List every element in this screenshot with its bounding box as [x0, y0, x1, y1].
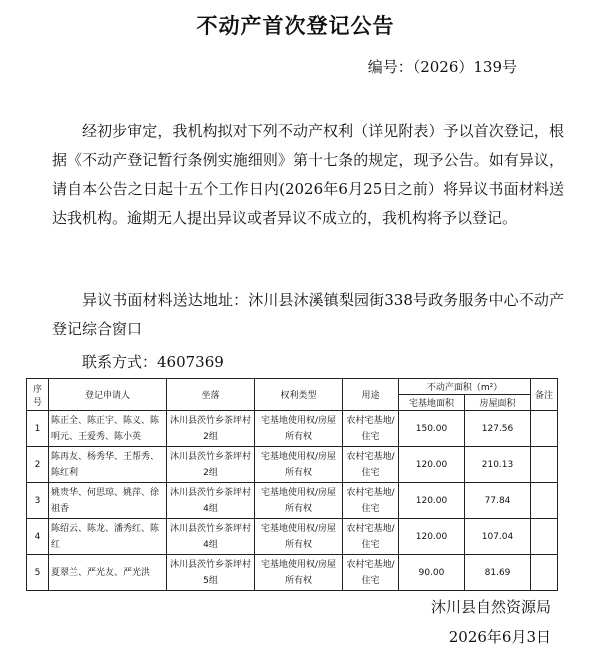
- cell-seq: 2: [27, 447, 49, 483]
- header-applicant: 登记申请人: [49, 379, 167, 411]
- cell-remark: [531, 447, 558, 483]
- cell-right-type: 宅基地使用权/房屋所有权: [255, 447, 343, 483]
- header-location: 坐落: [167, 379, 255, 411]
- page-title: 不动产首次登记公告: [196, 14, 395, 38]
- cell-remark: [531, 411, 558, 447]
- table-header-row: [27, 379, 558, 395]
- table-row: [27, 483, 558, 519]
- cell-seq: 3: [27, 483, 49, 519]
- notice-paragraph: 经初步审定，我机构拟对下列不动产权利（详见附表）予以首次登记，根据《不动产登记暂行条例实施细则》第十七条的规定，现予公告。如有异议，请自本公告之日起十五个工作日内(2026年6月25日之前）将异议书面材料送达我机构。逾期无人提出异议或者异议不成立的，我机构将予以登记。: [52, 122, 564, 227]
- cell-use: 农村宅基地/住宅: [343, 555, 399, 591]
- cell-location: 沐川县茨竹乡茶坪村5组: [167, 555, 255, 591]
- cell-land-area: 120.00: [399, 483, 465, 519]
- cell-location: 沐川县茨竹乡茶坪村2组: [167, 411, 255, 447]
- cell-house-area: 81.69: [465, 555, 531, 591]
- header-remark: 备注: [531, 379, 558, 411]
- cell-land-area: 90.00: [399, 555, 465, 591]
- header-use: 用途: [343, 379, 399, 411]
- table-row: [27, 447, 558, 483]
- cell-right-type: 宅基地使用权/房屋所有权: [255, 555, 343, 591]
- header-right-type: 权利类型: [255, 379, 343, 411]
- table-row: [27, 519, 558, 555]
- objection-address: 异议书面材料送达地址：沐川县沐溪镇梨园街338号政务服务中心不动产登记综合窗口: [52, 291, 564, 338]
- table-row: [27, 411, 558, 447]
- cell-use: 农村宅基地/住宅: [343, 519, 399, 555]
- header-land-area: 宅基地面积: [399, 395, 465, 411]
- header-area-group: 不动产面积（m²）: [399, 379, 531, 395]
- cell-seq: 4: [27, 519, 49, 555]
- cell-right-type: 宅基地使用权/房屋所有权: [255, 483, 343, 519]
- cell-house-area: 210.13: [465, 447, 531, 483]
- contact-info: 联系方式：4607369: [82, 353, 224, 371]
- header-seq: 序号: [27, 379, 49, 411]
- cell-remark: [531, 519, 558, 555]
- cell-land-area: 120.00: [399, 447, 465, 483]
- cell-seq: 5: [27, 555, 49, 591]
- registration-table: [26, 378, 558, 591]
- cell-applicant: 陈正全、陈正宇、陈义、陈明元、王爱秀、陈小英: [49, 411, 167, 447]
- issuer-signature: 沐川县自然资源局: [430, 598, 551, 616]
- cell-seq: 1: [27, 411, 49, 447]
- cell-land-area: 120.00: [399, 519, 465, 555]
- header-house-area: 房屋面积: [465, 395, 531, 411]
- cell-use: 农村宅基地/住宅: [343, 411, 399, 447]
- cell-location: 沐川县茨竹乡茶坪村2组: [167, 447, 255, 483]
- cell-house-area: 107.04: [465, 519, 531, 555]
- cell-applicant: 陈绍云、陈龙、潘秀红、陈红: [49, 519, 167, 555]
- cell-location: 沐川县茨竹乡茶坪村4组: [167, 519, 255, 555]
- issue-date: 2026年6月3日: [448, 628, 551, 646]
- cell-land-area: 150.00: [399, 411, 465, 447]
- cell-remark: [531, 555, 558, 591]
- cell-house-area: 77.84: [465, 483, 531, 519]
- cell-applicant: 姚贵华、何思琼、姚萍、徐祖香: [49, 483, 167, 519]
- cell-location: 沐川县茨竹乡茶坪村4组: [167, 483, 255, 519]
- cell-applicant: 夏翠兰、严光友、严光洪: [49, 555, 167, 591]
- table-row: [27, 555, 558, 591]
- cell-right-type: 宅基地使用权/房屋所有权: [255, 519, 343, 555]
- document-number: 编号：（2026）139号: [367, 58, 517, 76]
- cell-remark: [531, 483, 558, 519]
- cell-applicant: 陈再友、杨秀华、王帮秀、陈红利: [49, 447, 167, 483]
- cell-right-type: 宅基地使用权/房屋所有权: [255, 411, 343, 447]
- cell-use: 农村宅基地/住宅: [343, 447, 399, 483]
- cell-use: 农村宅基地/住宅: [343, 483, 399, 519]
- cell-house-area: 127.56: [465, 411, 531, 447]
